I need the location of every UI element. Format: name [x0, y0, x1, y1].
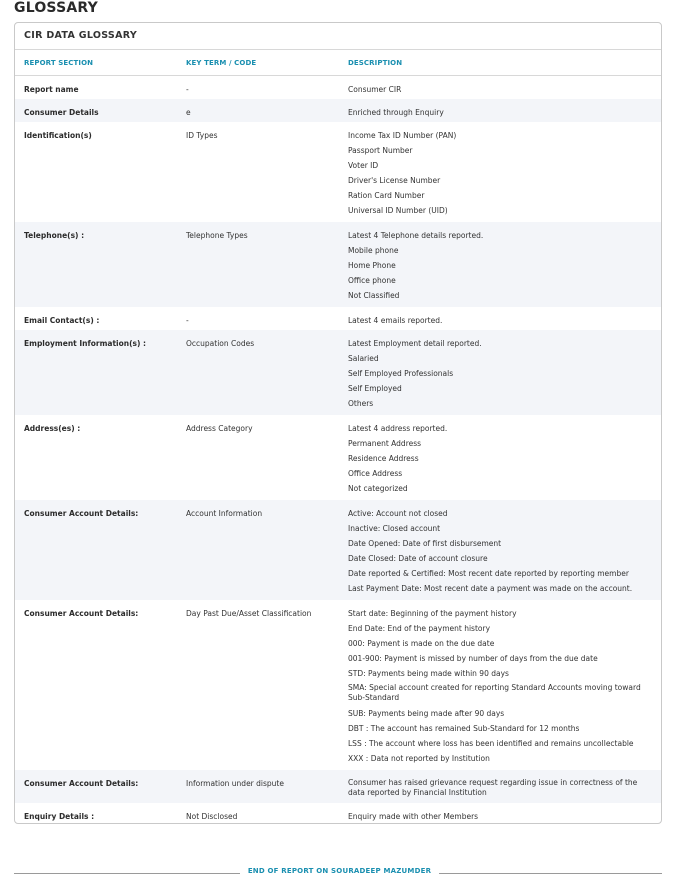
description-line: Universal ID Number (UID)	[348, 206, 448, 215]
description-line: Others	[348, 399, 374, 408]
description-line: Home Phone	[348, 261, 396, 270]
description-line: Latest 4 Telephone details reported.	[348, 231, 484, 240]
report-footer	[14, 866, 662, 880]
description-line: Residence Address	[348, 454, 419, 463]
row-section: Identification(s)	[24, 131, 92, 140]
row-section: Consumer Account Details:	[24, 779, 139, 788]
row-description	[339, 105, 661, 120]
table-row	[15, 415, 661, 500]
description-line: LSS : The account where loss has been identified and remains uncollectable	[348, 739, 634, 748]
column-header-section: REPORT SECTION	[24, 58, 94, 67]
description-line: Self Employed Professionals	[348, 369, 454, 378]
row-key-term: Information under dispute	[186, 779, 284, 788]
description-line: STD: Payments being made within 90 days	[348, 669, 509, 678]
description-line: Latest 4 address reported.	[348, 424, 448, 433]
description-line: Date Opened: Date of first disbursement	[348, 539, 502, 548]
glossary-table-body	[15, 76, 661, 824]
row-description	[339, 82, 661, 97]
row-key-term: Address Category	[186, 424, 253, 433]
row-key-term: Not Disclosed	[186, 812, 238, 821]
description-line: Latest 4 emails reported.	[348, 316, 443, 325]
row-section: Email Contact(s) :	[24, 316, 100, 325]
description-line: Consumer has raised grievance request regarding issue in correctness of the data reported by Financial Institution	[348, 778, 638, 797]
row-key-term: -	[186, 85, 189, 94]
description-line: Last Payment Date: Most recent date a payment was made on the account.	[348, 584, 633, 593]
footer-divider-left	[14, 873, 240, 874]
description-line: Date reported & Certified: Most recent date reported by reporting member	[348, 569, 629, 578]
row-key-term: -	[186, 316, 189, 325]
row-description	[339, 506, 661, 596]
description-line: Latest Employment detail reported.	[348, 339, 482, 348]
row-section: Telephone(s) :	[24, 231, 85, 240]
description-line: SUB: Payments being made after 90 days	[348, 709, 505, 718]
row-description	[339, 606, 661, 766]
description-line: Self Employed	[348, 384, 402, 393]
description-line: XXX : Data not reported by Institution	[348, 754, 490, 763]
row-key-term: Occupation Codes	[186, 339, 255, 348]
description-line: Inactive: Closed account	[348, 524, 441, 533]
row-description	[339, 128, 661, 218]
description-line: Income Tax ID Number (PAN)	[348, 131, 457, 140]
card-title: CIR DATA GLOSSARY	[15, 23, 661, 50]
description-line: Start date: Beginning of the payment history	[348, 609, 517, 618]
row-section: Consumer Details	[24, 108, 99, 117]
row-section: Employment Information(s) :	[24, 339, 147, 348]
description-line: Salaried	[348, 354, 379, 363]
row-section: Address(es) :	[24, 424, 81, 433]
table-row	[15, 770, 661, 803]
description-line: Ration Card Number	[348, 191, 425, 200]
table-row	[15, 600, 661, 770]
row-description	[339, 313, 661, 328]
description-line: Mobile phone	[348, 246, 399, 255]
row-description	[339, 228, 661, 303]
description-line: End Date: End of the payment history	[348, 624, 491, 633]
description-line: Passport Number	[348, 146, 413, 155]
description-line: Voter ID	[348, 161, 379, 170]
description-line: Driver's License Number	[348, 176, 441, 185]
table-row	[15, 76, 661, 99]
description-line: Not categorized	[348, 484, 408, 493]
row-key-term: Telephone Types	[186, 231, 248, 240]
row-description	[339, 421, 661, 496]
description-line: DBT : The account has remained Sub-Standard for 12 months	[348, 724, 580, 733]
description-line: Not Classified	[348, 291, 400, 300]
table-row	[15, 803, 661, 824]
glossary-card	[14, 22, 662, 824]
row-key-term: Account Information	[186, 509, 263, 518]
description-line: 001-900: Payment is missed by number of days from the due date	[348, 654, 598, 663]
description-line: Active: Account not closed	[348, 509, 448, 518]
column-header-key: KEY TERM / CODE	[186, 58, 257, 67]
footer-divider-right	[439, 873, 662, 874]
row-section: Report name	[24, 85, 79, 94]
description-line: Office phone	[348, 276, 396, 285]
description-line: Enquiry made with other Members	[348, 812, 479, 821]
description-line: Consumer CIR	[348, 85, 402, 94]
row-key-term: e	[186, 108, 191, 117]
table-row	[15, 99, 661, 122]
description-line: SMA: Special account created for reporting Standard Accounts moving toward Sub-Standard	[348, 683, 641, 702]
table-row	[15, 500, 661, 600]
description-line: Office Address	[348, 469, 403, 478]
page-title: GLOSSARY	[14, 0, 98, 16]
description-line: 000: Payment is made on the due date	[348, 639, 495, 648]
row-section: Consumer Account Details:	[24, 609, 139, 618]
description-line: Date Closed: Date of account closure	[348, 554, 488, 563]
row-description	[339, 809, 661, 824]
row-description	[339, 336, 661, 411]
row-section: Consumer Account Details:	[24, 509, 139, 518]
footer-text: END OF REPORT ON SOURADEEP MAZUMDER	[247, 867, 432, 875]
table-row	[15, 122, 661, 222]
row-key-term: Day Past Due/Asset Classification	[186, 609, 312, 618]
row-key-term: ID Types	[186, 131, 218, 140]
table-row	[15, 330, 661, 415]
description-line: Enriched through Enquiry	[348, 108, 444, 117]
column-header-description: DESCRIPTION	[348, 58, 403, 67]
row-description	[339, 776, 661, 801]
table-row	[15, 307, 661, 330]
row-section: Enquiry Details :	[24, 812, 95, 821]
column-header-row	[15, 50, 661, 76]
table-row	[15, 222, 661, 307]
description-line: Permanent Address	[348, 439, 422, 448]
